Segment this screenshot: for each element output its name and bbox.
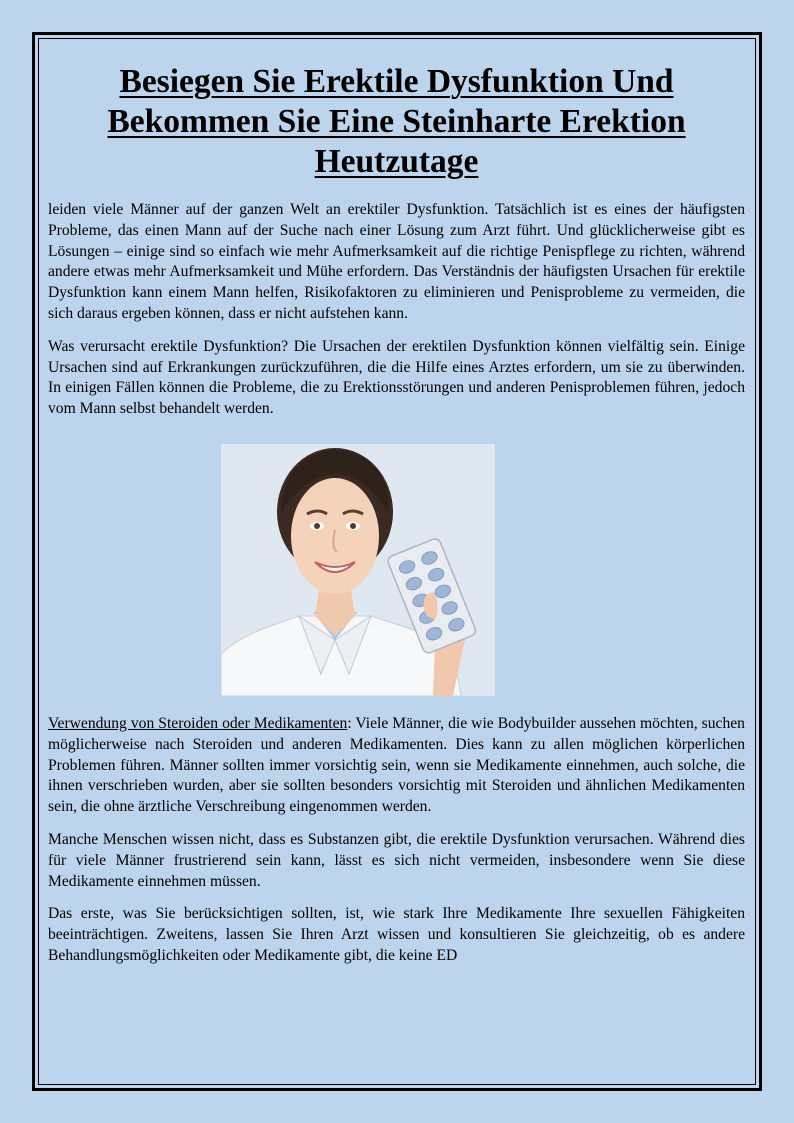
steroids-link[interactable]: Verwendung von Steroiden oder Medikamenten: [48, 714, 348, 732]
document-body: [48, 62, 745, 979]
page-title: Besiegen Sie Erektile Dysfunktion Und Bekommen Sie Eine Steinharte Erektion Heutzutage: [107, 63, 686, 180]
paragraph-first-steps: Das erste, was Sie berücksichtigen sollten, ist, wie stark Ihre Medikamente Ihre sexuellen Fähigkeiten beeinträchtigen. Zweitens, lassen Sie Ihren Arzt wissen und konsultieren Sie gleichzeitig, ob es andere Behandlungsmöglichkeiten oder Medikamente gibt, die keine ED: [48, 905, 745, 964]
doctor-with-pills-image: [221, 444, 495, 696]
paragraph-intro: leiden viele Männer auf der ganzen Welt an erektiler Dysfunktion. Tatsächlich ist es eines der häufigsten Probleme, das einen Mann auf der Suche nach einer Lösung zum Arzt führt. Und glücklicherweise gibt es Lösungen – einige sind so einfach wie mehr Aufmerksamkeit auf die richtige Penispflege zu richten, während andere etwas mehr Aufmerksamkeit und Mühe erfordern. Das Verständnis der häufigsten Ursachen für erektile Dysfunktion kann einem Mann helfen, Risikofaktoren zu eliminieren und Penisprobleme zu vermeiden, die sich daraus ergeben können, dass er nicht aufstehen kann.: [48, 201, 745, 322]
paragraph-substances: Manche Menschen wissen nicht, dass es Substanzen gibt, die erektile Dysfunktion verursachen. Während dies für viele Männer frustrierend sein kann, lässt es sich nicht vermeiden, insbesondere wenn Sie diese Medikamente einnehmen müssen.: [48, 830, 745, 890]
doctor-illustration: [221, 444, 495, 696]
paragraph-steroids: [48, 714, 745, 818]
paragraph-steroids-text: : Viele Männer, die wie Bodybuilder aussehen möchten, suchen möglicherweise nach Steroiden und anderen Medikamenten. Dies kann zu allen möglichen körperlichen Problemen führen. Männer sollten immer vorsichtig sein, wenn sie Medikamente einnehmen, auch solche, die ihnen verschrieben wurden, aber sie sollten besonders vorsichtig mit Steroiden und ähnlichen Medikamenten sein, die ohne ärztliche Verschreibung eingenommen werden.: [48, 714, 745, 816]
paragraph-causes: Was verursacht erektile Dysfunktion? Die Ursachen der erektilen Dysfunktion können vielfältig sein. Einige Ursachen sind auf Erkrankungen zurückzuführen, die die Hilfe eines Arztes erfordern, um sie zu überwinden. In einigen Fällen können die Probleme, die zu Erektionsstörungen und anderen Penisproblemen führen, jedoch vom Mann selbst behandelt werden.: [48, 337, 745, 418]
